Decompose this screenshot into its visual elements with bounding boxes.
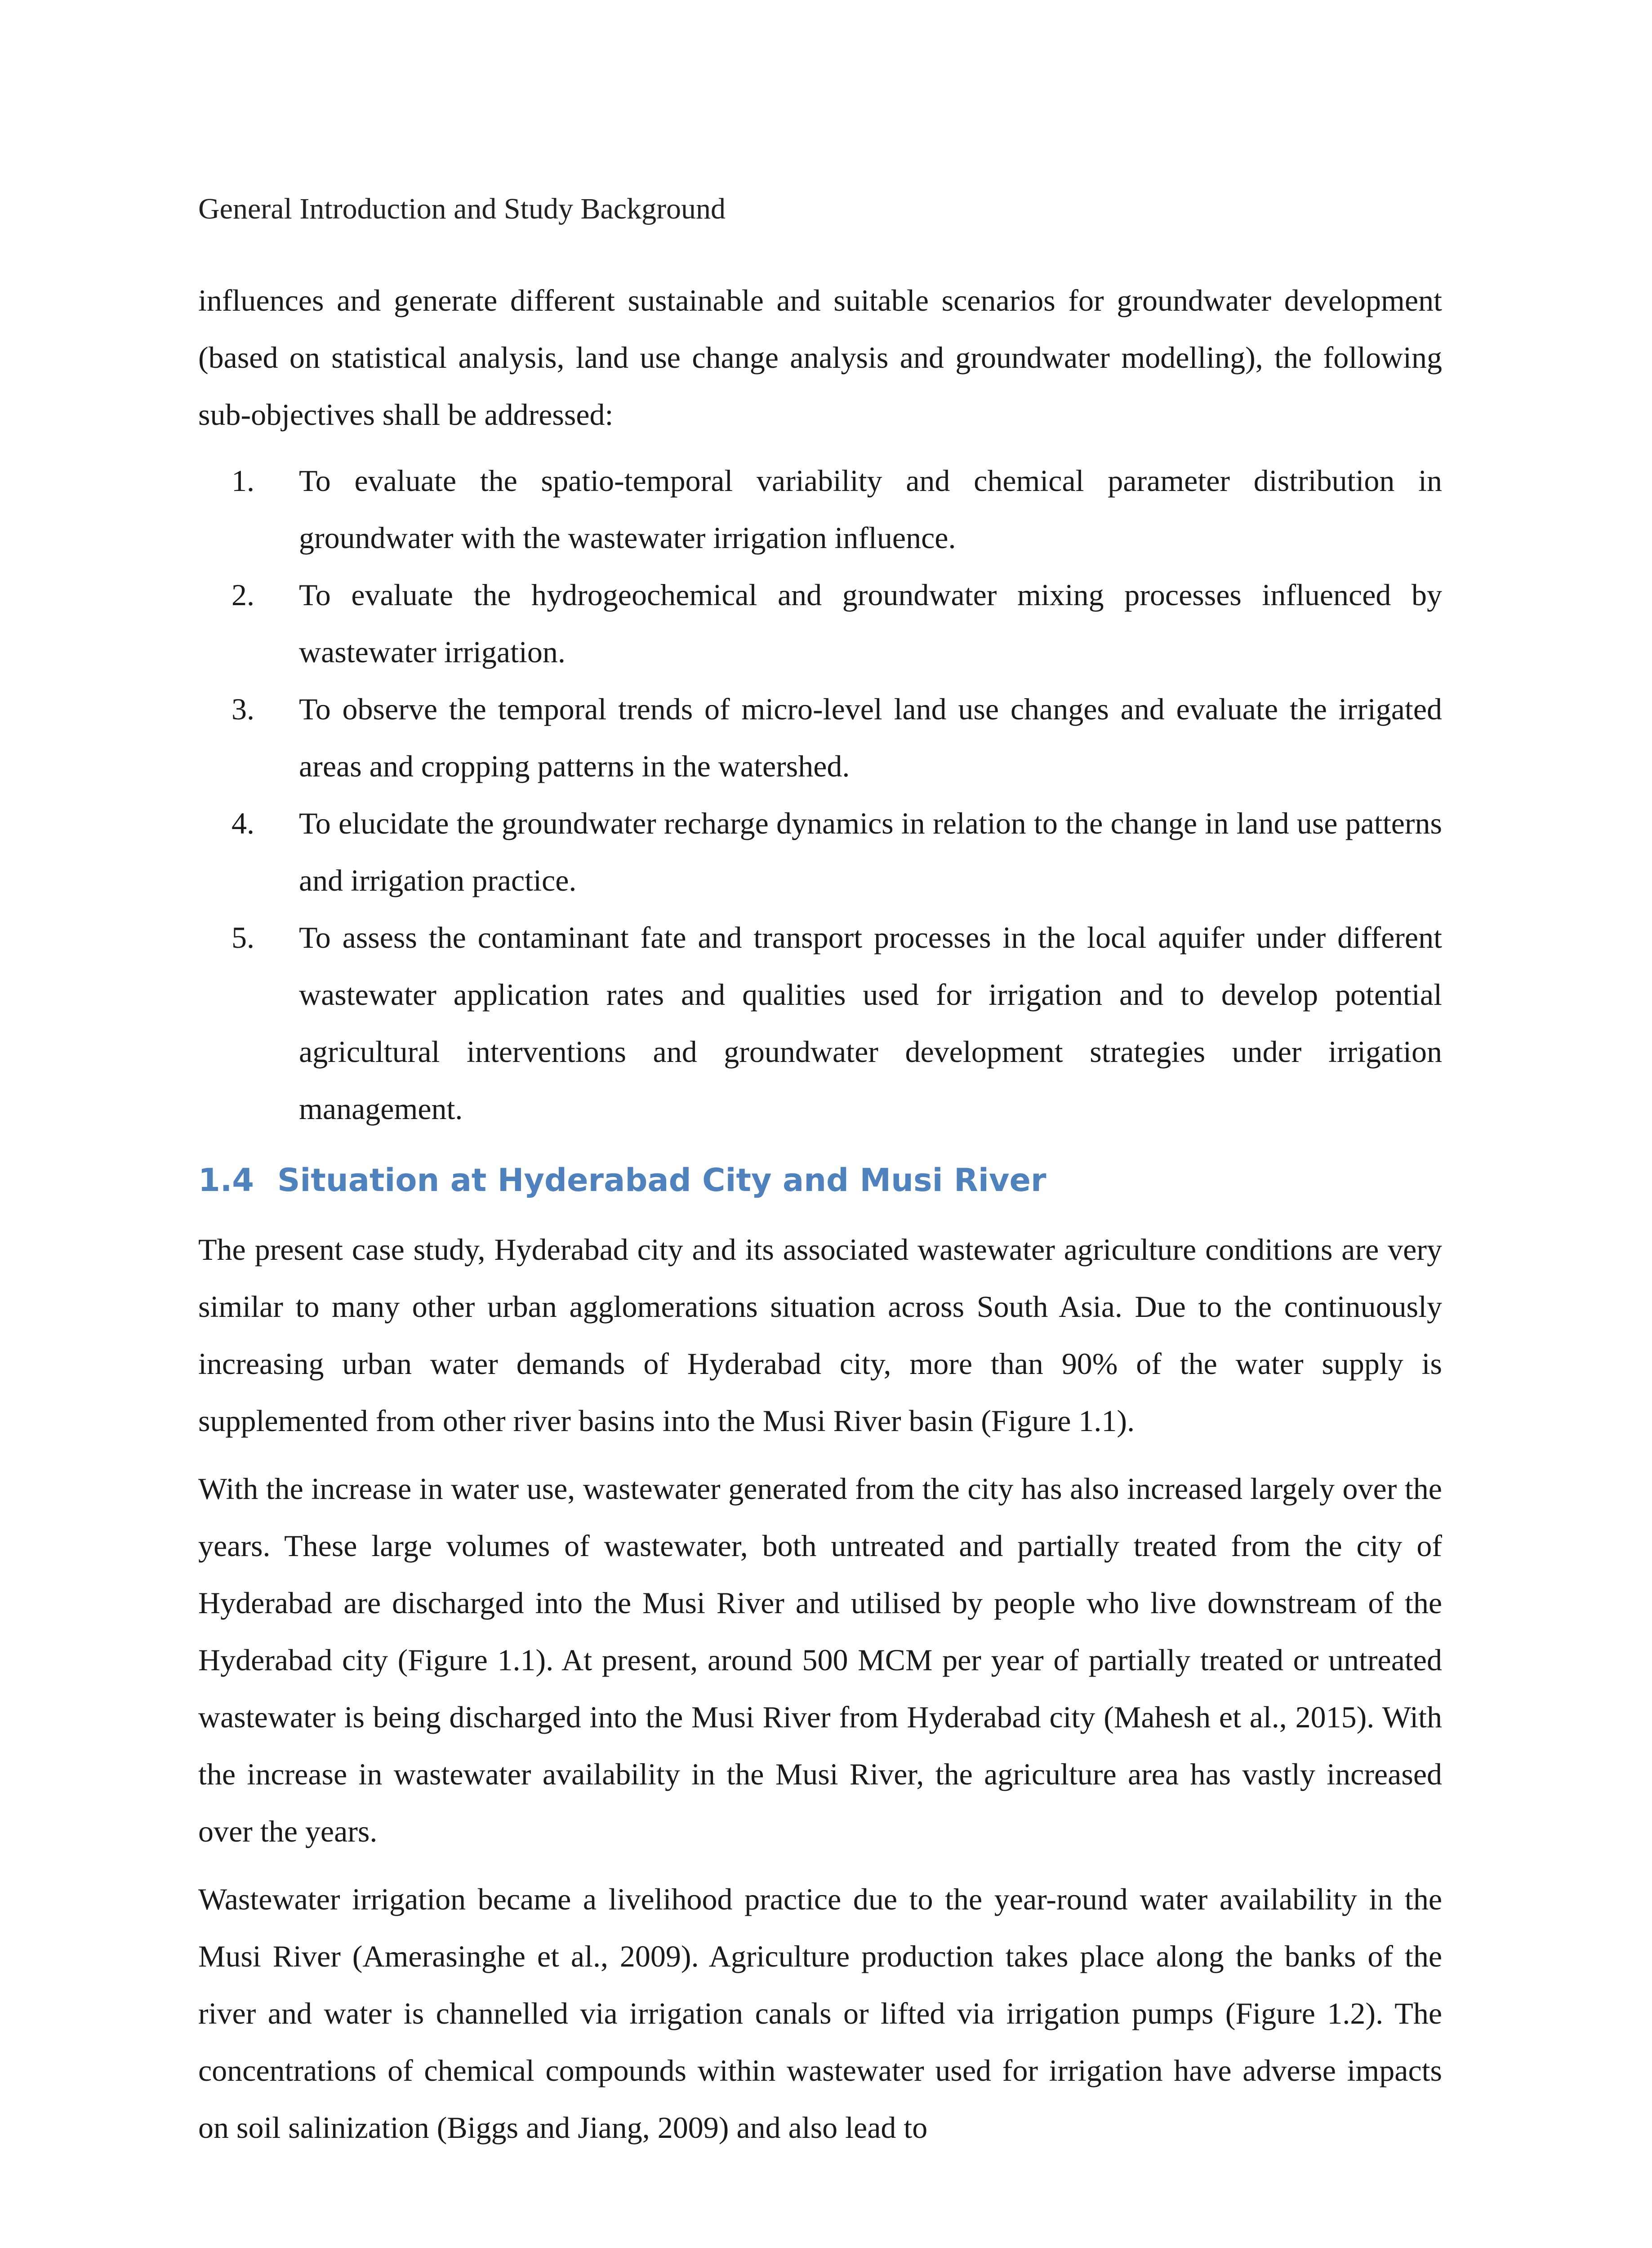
intro-paragraph: influences and generate different sustainable and suitable scenarios for groundwater development (based on statistical analysis, land use change analysis and groundwater modelling), the following sub-objectives shall be addressed: (198, 283, 1442, 432)
list-item (198, 452, 1442, 566)
section-title: Situation at Hyderabad City and Musi River (277, 1162, 1046, 1199)
list-item (198, 681, 1442, 795)
list-item-text: To elucidate the groundwater recharge dynamics in relation to the change in land use patterns and irrigation practice. (299, 806, 1442, 897)
list-number: 2. (232, 578, 254, 612)
body-paragraph: Wastewater irrigation became a livelihood practice due to the year-round water availability in the Musi River (Amerasinghe et al., 2009). Agriculture production takes place along the banks of the river and water is channelled via irrigation canals or lifted via irrigation pumps (Figure 1.2). The concentrations of chemical compounds within wastewater used for irrigation have adverse impacts on soil salinization (Biggs and Jiang, 2009) and also lead to (198, 1882, 1442, 2145)
list-number: 3. (232, 692, 254, 726)
body-paragraph: The present case study, Hyderabad city and its associated wastewater agriculture conditions are very similar to many other urban agglomerations situation across South Asia. Due to the continuously increasing urban water demands of Hyderabad city, more than 90% of the water supply is supplemented from other river basins into the Musi River basin (Figure 1.1). (198, 1232, 1442, 1438)
list-item-text: To evaluate the spatio-temporal variability and chemical parameter distribution in groundwater with the wastewater irrigation influence. (299, 464, 1442, 555)
section-heading (198, 1155, 1442, 1205)
list-item-text: To assess the contaminant fate and transport processes in the local aquifer under different wastewater application rates and qualities used for irrigation and to develop potential agricultural interventions and groundwater development strategies under irrigation management. (299, 920, 1442, 1126)
section-number: 1.4 (198, 1162, 254, 1199)
list-number: 1. (232, 464, 254, 498)
list-item (198, 566, 1442, 681)
list-number: 5. (232, 920, 254, 955)
paragraph-spacer (198, 1450, 1442, 1460)
running-header: General Introduction and Study Background (198, 192, 726, 225)
paragraph-spacer (198, 1860, 1442, 1871)
list-item (198, 795, 1442, 909)
body-paragraph: With the increase in water use, wastewater generated from the city has also increased largely over the years. These large volumes of wastewater, both untreated and partially treated from the city of Hyderabad are discharged into the Musi River and utilised by people who live downstream of the Hyderabad city (Figure 1.1). At present, around 500 MCM per year of partially treated or untreated wastewater is being discharged into the Musi River from Hyderabad city (Mahesh et al., 2015). With the increase in wastewater availability in the Musi River, the agriculture area has vastly increased over the years. (198, 1472, 1442, 1848)
objectives-list (198, 452, 1442, 1137)
list-item-text: To evaluate the hydrogeochemical and groundwater mixing processes influenced by wastewater irrigation. (299, 578, 1442, 669)
page-body (198, 272, 1442, 2156)
list-item (198, 909, 1442, 1137)
list-item-text: To observe the temporal trends of micro-level land use changes and evaluate the irrigated areas and cropping patterns in the watershed. (299, 692, 1442, 783)
list-number: 4. (232, 806, 254, 840)
